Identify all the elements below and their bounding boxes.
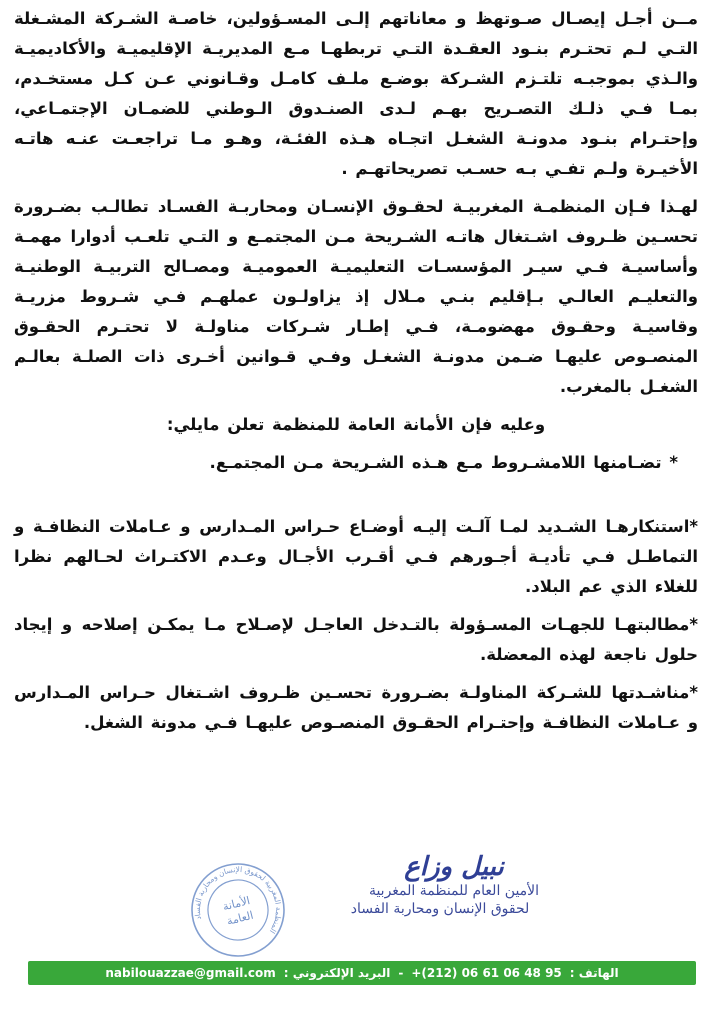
letter-body [14, 4, 698, 746]
paragraph-intro: مــن أجـل إيصـال صـوتهظ و معاناتهم إلـى المسـؤولين، خاصـة الشـركة المشـغلة التـي لـم تحتـرم بنـود العقـدة التـي تربطهـا مـع المديريـة الإقليميـة والأكاديميـة والـذي بموجبـه تلتـزم الشـركة بوضـع ملـف كامـل وقـانوني عـن كـل مستخـدم، بمـا فـي ذلـك التصـريح بهـم لـدى الصنـدوق الـوطني للضمـان الإجتمـاعي، وإحتـرام بنـود مدونـة الشغـل اتجـاه هـذه الفئـة، وهـو مـا تراجعـت عنـه هاتـه الأخيـرة ولـم تفـي بـه حسـب تصريحاتهـم . [14, 9, 698, 178]
organization-stamp [177, 849, 298, 970]
stamp-center-line2: العامة [225, 908, 255, 928]
contact-footer [28, 961, 696, 985]
footer-phone-label: الهاتف : [569, 966, 619, 980]
footer-phone: +(212) 06 61 06 48 95 [411, 966, 562, 980]
declaration-item-appeal: *مناشـدتها للشـركة المناولـة بضـرورة تحسـين ظـروف اشـتغال حـراس المـدارس و عـاملات النظافـة وإحتـرام الحقـوق المنصـوص عليهـا فـي مدونة الشغل. [14, 683, 698, 732]
declaration-item-demand: *مطالبتهـا للجهـات المسـؤولة بالتـدخل العاجـل لإصـلاح مـا يمكـن إصلاحه و إيجاد حلول ناجعة لهذه المعضلة. [14, 615, 698, 664]
signature-block [334, 852, 574, 918]
signatory-title: الأمين العام للمنظمة المغربية [368, 883, 540, 899]
declaration-item-solidarity: * تضـامنها اللامشـروط مـع هـذه الشـريحة مـن المجتمـع. [209, 453, 678, 472]
declaration-item-condemnation: *استنكارهـا الشـديد لمـا آلـت إليـه أوضـاع حـراس المـدارس و عـاملات النظافـة و التماطـل فـي تأديـة أجـورهم فـي أقـرب الأجـال وعـدم الاكتـراث لحـالهم نظرا للغلاء الذي عم البلاد. [14, 517, 698, 596]
signatory-organization: لحقوق الإنسان ومحاربة الفساد [350, 901, 530, 917]
footer-email-label: البريد الإلكتروني : [283, 966, 391, 980]
footer-separator: - [398, 966, 404, 980]
stamp-ring-text: المنظمة المغربية لحقوق الإنسان ومحاربة الفساد [192, 864, 284, 936]
footer-email: nabilouazzae@gmail.com [105, 966, 276, 980]
paragraph-declaration-heading: وعليه فإن الأمانة العامة للمنظمة تعلن مايلي: [166, 415, 546, 434]
signatory-name: نبيل وزاع [404, 852, 504, 882]
paragraph-demands: لهـذا فـإن المنظمـة المغربيـة لحقـوق الإنسـان ومحاربـة الفسـاد تطالـب بضـرورة تحسـين ظـروف اشـتغال هاتـه الشـريحة مـن المجتمـع و التـي تلعـب أدوارا مهمـة وأساسيـة فـي سيـر المؤسسـات التعليميـة العموميـة ومصـالح التربيـة الوطنيـة والتعليـم العالـي بـإقليم بنـي مـلال إذ يزاولـون عملهـم فـي شـروط مزريـة وقاسيـة وحقـوق مهضومـة، فـي إطـار شـركات مناولـة لا تحتـرم الحقـوق المنصـوص عليهـا ضـمن مدونـة الشغـل وفـي قـوانين أخـرى ذات الصلـة بعالـم الشغـل بالمغرب. [14, 197, 698, 396]
stamp-center-line1: الأمانة [221, 894, 252, 914]
